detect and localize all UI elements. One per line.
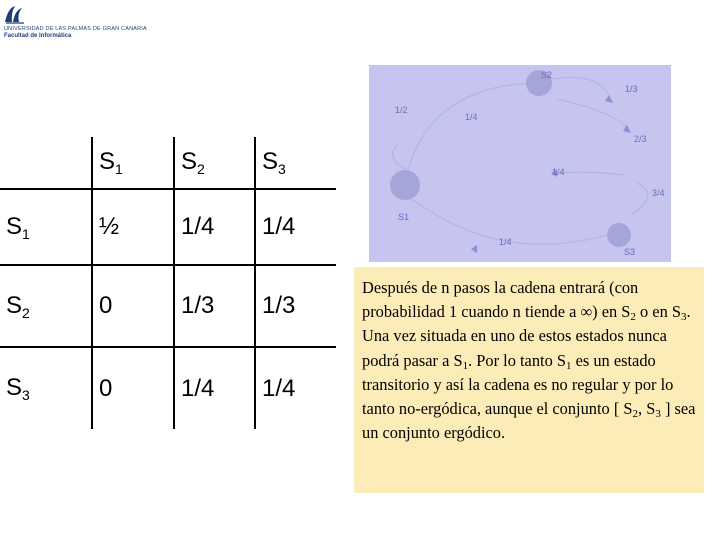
edge-label: 1/4 [552,167,565,177]
edge-label: 2/3 [634,134,647,144]
matrix-cell: 1/4 [174,347,255,429]
matrix-row-label: $S_1$ [0,189,92,265]
edge-label: 1/4 [499,237,512,247]
matrix-cell: 1/4 [255,347,336,429]
arrowhead-icon [605,95,613,103]
edge-label: 1/4 [465,112,478,122]
logo-faculty-name: Facultad de Informática [4,33,72,39]
university-emblem-icon [2,2,28,28]
edge-s3-self [631,183,648,215]
matrix-header-s1: $S_1$ [92,137,174,189]
matrix-cell: ½ [92,189,174,265]
matrix-corner-cell [0,137,92,189]
edge-label: 3/4 [652,188,665,198]
edge-s1-s2 [407,83,537,173]
matrix-cell: 0 [92,347,174,429]
matrix-header-row [0,137,336,189]
matrix-cell: 1/3 [174,265,255,347]
explanation-text: Después de n pasos la cadena entrará (con probabilidad 1 cuando n tiende a ∞) en S [362,278,639,322]
matrix-row-s3 [0,347,336,429]
arrowhead-icon [471,245,477,253]
matrix-header-s2: $S_2$ [174,137,255,189]
state-diagram-graphic [369,65,671,262]
edge-s2-s3 [557,99,629,131]
university-logo [2,2,147,42]
matrix-cell: 1/4 [174,189,255,265]
state-node-s1 [390,170,420,200]
matrix-header-s3: $S_3$ [255,137,336,189]
state-label-s3: S3 [624,247,636,257]
state-node-s3 [607,223,631,247]
matrix-row-s1 [0,189,336,265]
edge-label: 1/3 [625,84,638,94]
arrowhead-icon [623,125,631,133]
transition-matrix [0,137,336,429]
matrix-row-label: $S_2$ [0,265,92,347]
matrix-row-label: $S_3$ [0,347,92,429]
state-label-s1: S1 [398,212,410,222]
matrix-cell: 1/4 [255,189,336,265]
matrix-row-s2 [0,265,336,347]
state-label-s2: S2 [541,70,553,80]
edge-s1-self [393,145,406,169]
edge-s2-self [553,77,611,101]
edge-s3-s2 [555,172,625,175]
matrix-cell: 1/3 [255,265,336,347]
explanation-box: Después de n pasos la cadena entrará (con probabilidad 1 cuando n tiende a ∞) en $S_2$ o en $S_3$. Una vez situada en uno de estos estados nunca podrá pasar a $S_1$. Por lo tanto $S_1$ es un estado transitorio y así la cadena es no regular y por lo tanto no‑ergódica, aunque el conjunto [ $S_2$, $S_3$ ] sea un conjunto ergódico. [354,267,704,493]
state-diagram [369,65,671,262]
matrix-cell: 0 [92,265,174,347]
logo-university-name: UNIVERSIDAD DE LAS PALMAS DE GRAN CANARIA [4,26,147,32]
edge-label: 1/2 [395,105,408,115]
